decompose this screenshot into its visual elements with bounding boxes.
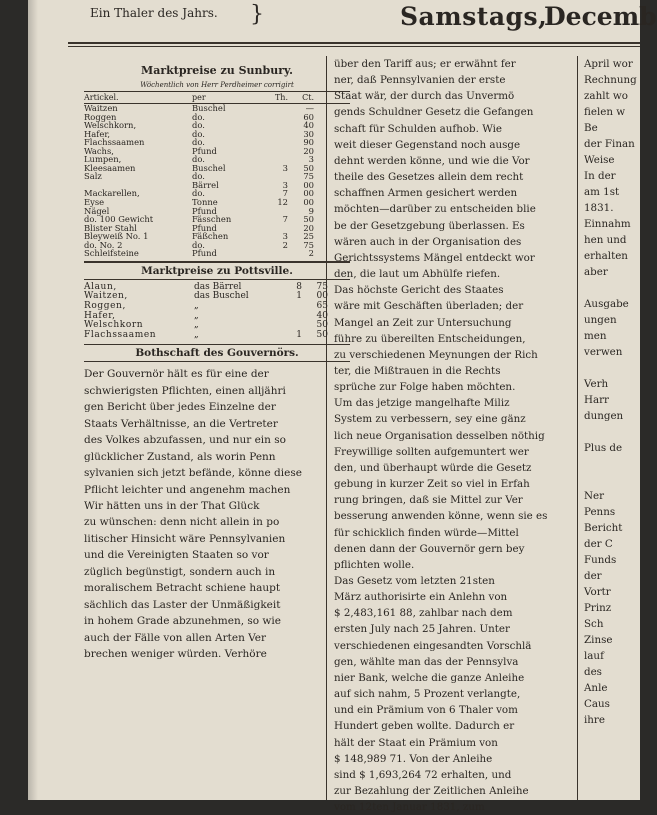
text-line: Anle [584,682,608,694]
article-unit: do. [192,171,205,182]
article-dollars [262,130,288,139]
masthead-brace: } [250,2,264,27]
article-extra [314,172,334,181]
text-line: be der Gesetzgebung überlassen. Es [334,219,525,232]
text-line: Be [584,122,598,134]
text-line [584,360,640,376]
text-line: schaffnen Armen gesichert werden [334,187,518,200]
text-line: auf sich nahm, 5 Prozent verlangte, [334,688,521,701]
text-line: dungen [584,410,624,422]
article-dollars: 2 [282,239,288,250]
article-extra [314,138,334,147]
text-line: Um das jetzige mangelhafte Miliz [334,397,510,410]
masthead-month: Decemb [544,2,657,31]
article-unit: Buschel [192,162,226,173]
text-line: litischer Hinsicht wäre Pennsylvanien [84,532,286,545]
text-line: Hundert geben wollte. Dadurch er [334,720,515,733]
article-name: Bleyweiß No. 1 [84,231,149,242]
header-per: per [192,93,206,102]
text-line: Verh [584,378,609,390]
text-line: Plus de [584,442,623,454]
article-unit: Pfund [192,205,217,216]
article-unit: Bärrel [192,179,219,190]
text-line: März authorisirte ein Anlehn von [334,591,508,604]
article-name: Welschkorn, [84,120,137,131]
text-line: ungen [584,314,617,326]
text-line [584,456,640,472]
text-line: brechen weniger würden. Verhöre [84,648,267,661]
article-cents: 75 [303,239,314,250]
article-name: Salz [84,171,102,182]
text-line: zur Bezahlung der Zeitlichen Anleihe [334,785,529,798]
article-extra [314,130,334,139]
text-line: Penns [584,506,616,518]
article-name: Welschkorn [84,320,144,331]
text-line: des [584,666,602,678]
article-unit: do. [192,188,205,199]
text-line: sächlich das Laster der Unmäßigkeit [84,598,281,611]
header-dollar: Th. [274,93,288,102]
text-line: Staat wär, der durch das Unvermö [334,90,515,103]
sunbury-table-subtitle: Wöchentlich von Herr Perdheimer corrigirt [140,81,294,89]
text-line: Prinz [584,602,612,614]
article-extra [314,181,334,190]
text-line: und die Vereinigten Staaten so vor [84,549,269,562]
newspaper-page [28,0,657,814]
article-extra [314,198,334,207]
table-row [84,249,350,258]
text-line: men [584,330,607,342]
article-unit: Tonne [192,197,218,208]
text-line [584,472,640,488]
article-dollars: 3 [282,162,288,173]
text-line: Das höchste Gericht des Staates [334,284,504,297]
text-line: zu verschiedenen Meynungen der Rich [334,348,538,361]
text-line: fielen w [584,106,626,118]
text-line: möchten—darüber zu entscheiden blie [334,203,536,216]
article-cents: 90 [303,137,314,148]
text-line: sprüche zur Folge haben möchten. [334,381,516,394]
article-cents: 25 [303,231,314,242]
article-name: Alaun, [84,281,117,292]
text-line: sind $ 1,693,264 72 erhalten, und [334,768,512,781]
text-line: Weise [584,154,615,166]
article-cents: 65 [316,301,328,312]
article-dollars [262,104,288,113]
article-dollars: 12 [277,197,288,208]
article-cents: 00 [303,179,314,190]
text-line: gends Schuldner Gesetz die Gefangen [334,106,534,119]
article-extra [314,241,334,250]
article-dollars: 1 [296,329,302,340]
text-line: System zu verbessern, sey eine gänz [334,413,526,426]
text-line: am 1st [584,186,620,198]
text-line: den, die laut um Abhülfe riefen. [334,268,501,281]
text-line: gebung in kurzer Zeit so viel in Erfah [334,478,530,491]
text-line: moralischem Betracht schiene haupt [84,582,281,595]
text-line: führe zu übereilten Entscheidungen, [334,332,526,345]
article-name: Mackarellen, [84,188,140,199]
text-line: schwierigsten Pflichten, einen alljähri [84,384,286,397]
text-line: zu wünschen: denn nicht allein in po [84,516,280,529]
text-line [584,280,640,296]
text-line: der C [584,538,613,550]
text-line: $ 2,483,161 88, zahlbar nach dem [334,607,513,620]
middle-column [334,56,610,815]
article-cents: 50 [303,214,314,225]
text-line: über den Tariff aus; er erwähnt fer [334,58,516,70]
article-unit: „ [194,329,199,340]
table-row [84,331,350,341]
article-dollars [280,312,302,322]
text-line: Harr [584,394,609,406]
article-cents: — [305,103,314,113]
header-cents: Ct. [302,93,314,102]
text-line: zahlt wo [584,90,628,102]
article-name: Waitzen [84,103,118,113]
text-line: Ausgabe [584,298,629,310]
text-line: auch der Fälle von allen Arten Ver [84,631,267,644]
page-fold-shadow [28,0,38,800]
article-unit: do. [192,154,205,165]
text-line: aber [584,266,608,278]
article-dollars: 3 [282,231,288,242]
article-extra [314,113,334,122]
article-extra [314,215,334,224]
text-line: ter, die Mißtrauen in die Rechts [334,364,501,377]
article-unit: do. [192,120,205,131]
article-unit: das Buschel [194,291,249,302]
text-line: vom 12ten Januar 1831, zum [334,801,485,814]
article-name: Waitzen, [84,291,128,302]
article-cents: 20 [303,145,314,156]
article-unit: do. [192,128,205,139]
text-line [584,424,640,440]
text-line: des Volkes abzufassen, und nur ein so [84,434,286,447]
text-line: sylvanien sich jetzt befände, könne diese [84,467,302,480]
article-name: Hafer, [84,128,111,139]
header-article: Artickel. [84,93,119,102]
text-line: pflichten wolle. [334,558,415,571]
article-cents: 60 [303,111,314,122]
article-extra [314,207,334,216]
text-line: Sch [584,618,604,630]
article-unit: Fässchen [192,214,232,225]
text-line: nier Bank, welche die ganze Anleihe [334,671,525,684]
article-cents: 3 [308,154,314,165]
text-line: rung bringen, daß sie Mittel zur Ver [334,494,523,507]
text-line: besserung anwenden könne, wenn sie es [334,510,548,523]
text-line: in hohem Grade abzunehmen, so wie [84,615,281,628]
article-cents: 00 [303,197,314,208]
article-unit: „ [194,320,199,331]
text-line: wäre mit Geschäften überladen; der [334,300,524,313]
text-line: ihre [584,714,605,726]
article-name: do. No. 2 [84,239,123,250]
article-cents: 75 [303,171,314,182]
text-line: Caus [584,698,610,710]
text-line: Freywillige sollten aufgemuntert wer [334,445,529,458]
sunbury-table-body [84,104,350,258]
article-dollars [262,121,288,130]
article-name: Roggen [84,111,117,122]
article-cents: 9 [308,205,314,216]
article-cents: 00 [316,291,328,302]
text-line: lauf [584,650,604,662]
article-dollars [262,113,288,122]
article-extra [314,147,334,156]
article-extra [314,104,334,113]
right-column-text [584,56,640,728]
text-line: Mangel an Zeit zur Untersuchung [334,316,512,329]
article-cents: 2 [308,248,314,259]
text-line: lich neue Organisation desselben nöthig [334,429,545,442]
article-cents: 50 [316,320,328,331]
article-dollars: 7 [282,214,288,225]
article-dollars [262,249,288,258]
text-line: wären auch in der Organisation des [334,235,522,248]
article-unit: do. [192,111,205,122]
article-unit: Fäßchen [192,231,229,242]
text-line: $ 148,989 71. Von der Anleihe [334,752,493,765]
text-line: züglich begünstigt, sondern auch in [84,565,276,578]
text-line: ersten July nach 25 Jahren. Unter [334,623,510,636]
text-line: Der Gouvernör hält es für eine der [84,368,269,381]
text-line: Vortr [584,586,611,598]
text-line: der Finan [584,138,635,150]
text-line: gen Bericht über jedes Einzelne der [84,401,276,414]
article-extra [314,164,334,173]
article-name: Kleesaamen [84,162,136,173]
text-line: Das Gesetz vom letzten 21sten [334,575,495,587]
text-line: Gerichtssystems Mängel entdeckt wor [334,251,535,264]
article-name: Wachs, [84,145,114,156]
article-dollars [262,138,288,147]
article-extra [314,232,334,241]
right-column [584,56,640,728]
text-line: erhalten [584,250,628,262]
article-cents: 40 [303,120,314,131]
text-line: Rechnung [584,74,637,86]
text-line: der [584,570,602,582]
text-line: Ner [584,490,605,502]
article-cents: 40 [316,310,328,321]
text-line: verschiedenen eingesandten Vorschlä [334,639,532,652]
table-row [84,302,350,312]
governor-message-title: Bothschaft des Gouvernörs. [135,347,299,360]
section-rule-thin [84,361,350,362]
text-line: Funds [584,554,617,566]
article-extra [314,224,334,233]
article-unit: Pfund [192,222,217,233]
text-line: verwen [584,346,623,358]
article-cents: 50 [303,162,314,173]
article-dollars: 8 [296,281,302,292]
text-line: 1831. [584,202,614,214]
article-extra [314,155,334,164]
article-dollars: 1 [296,291,302,302]
text-line: dehnt werden könne, und wie die Vor [334,154,530,167]
text-line: ner, daß Pennsylvanien der erste [334,74,506,87]
article-name: Nägel [84,205,110,216]
left-column [84,62,350,663]
text-line: Bericht [584,522,623,534]
article-name: Flachssaamen [84,329,157,340]
text-line: gen, wählte man das der Pennsylva [334,655,519,668]
article-extra [314,189,334,198]
text-line: glücklicher Zustand, als worin Penn [84,450,276,463]
article-unit: Buschel [192,103,226,113]
article-cents: 50 [316,329,328,340]
text-line: für schicklich finden würde—Mittel [334,526,519,539]
text-line: denen dann der Gouvernör gern bey [334,542,525,555]
article-cents: 00 [303,188,314,199]
governor-message-text [84,366,350,662]
text-line: Staats Verhältnisse, an die Vertreter [84,417,278,430]
article-extra [314,249,334,258]
article-dollars [262,147,288,156]
article-name: Flachssaamen [84,137,145,148]
text-line: den, und überhaupt würde die Gesetz [334,461,532,474]
text-line: In der [584,170,616,182]
middle-column-text [334,56,610,815]
article-name: Lumpen, [84,154,122,165]
text-line: Einnahm [584,218,631,230]
pottsville-table-body [84,283,350,341]
pottsville-table-title: Marktpreise zu Pottsville. [141,264,293,277]
article-extra [314,121,334,130]
text-line: hält der Staat ein Prämium von [334,736,498,749]
table-rule-thin [84,279,350,280]
text-line: Wir hätten uns in der That Glück [84,500,260,513]
article-dollars [280,302,302,312]
text-line: April wor [584,58,633,70]
text-line: und ein Prämium von 6 Thaler vom [334,704,518,717]
masthead-rule [68,42,640,44]
article-unit: Pfund [192,145,217,156]
sunbury-table-title: Marktpreise zu Sunbury. [141,64,293,77]
article-cents: 20 [303,222,314,233]
text-line: schaft für Schulden aufhob. Wie [334,122,502,135]
article-unit: „ [194,301,199,312]
article-unit: do. [192,137,205,148]
text-line: Pflicht leichter und angenehm machen [84,483,291,496]
article-unit: do. [192,239,205,250]
text-line: hen und [584,234,627,246]
article-dollars: 7 [282,188,288,199]
article-unit: das Bärrel [194,281,242,292]
text-line: Zinse [584,634,613,646]
article-name: do. 100 Gewicht [84,214,154,225]
text-line: theile des Gesetzes allein dem recht [334,171,524,184]
masthead-day: Samstags, [400,2,548,31]
article-dollars: 3 [282,179,288,190]
section-rule [84,344,350,345]
article-name: Eyse [84,197,105,208]
article-name: Blister Stahl [84,222,137,233]
article-cents: 30 [303,128,314,139]
article-unit: Pfund [192,248,217,259]
article-name: Roggen, [84,301,126,312]
table-rule [84,261,350,263]
article-unit: „ [194,310,199,321]
article-name: Hafer, [84,310,116,321]
subscription-price: Ein Thaler des Jahrs. [90,6,218,20]
masthead-rule-thin [68,46,640,47]
article-name: Schleifsteine [84,248,139,259]
article-cents: 75 [316,281,328,292]
text-line: weit dieser Gegenstand noch ausge [334,138,521,151]
